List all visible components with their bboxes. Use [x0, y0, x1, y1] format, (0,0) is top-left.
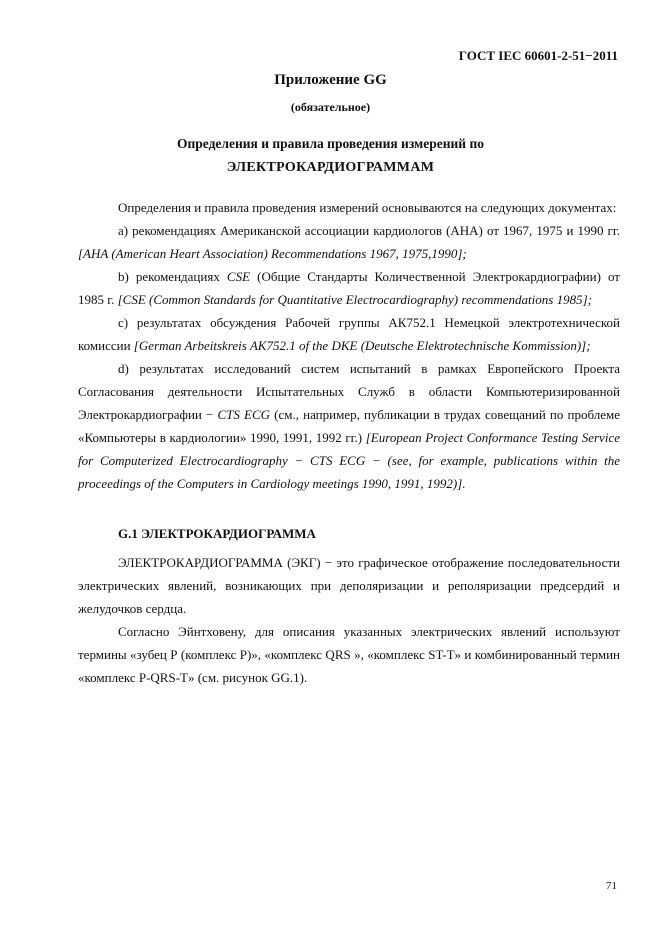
annex-heading-line1: Определения и правила проведения измерений по — [177, 136, 484, 151]
reference-item-d — [78, 357, 620, 495]
reference-item-a — [78, 219, 620, 265]
item-c-english: [German Arbeitskreis AK752.1 of the DKE (Deutsche Elektrotechnische Kommission)]; — [133, 338, 591, 353]
annex-status: (обязательное) — [290, 100, 371, 114]
reference-item-c — [78, 311, 620, 357]
item-c-text: с) результатах обсуждения Рабочей группы АК752.1 Немецкой электротехнической комиссии — [78, 315, 620, 353]
item-d-cts: CTS ECG — [217, 407, 271, 422]
item-b-cse: CSE — [226, 269, 251, 284]
intro-paragraph: Определения и правила проведения измерений основываются на следующих документах: — [118, 200, 617, 215]
item-d-text-2: (см., например, публикации в трудах совещаний по проблеме «Компьютеры в кардиологии» 1990, 1991, 1992 гг.) — [78, 407, 620, 445]
item-d-english: [European Project Conformance Testing Service for Computerized Electrocardiography − CTS ECG − (see, for example, publications within the proceedings of the Computers in Cardiology meetings 1990, 1991, 1992)]. — [78, 430, 620, 491]
section-title: G.1 ЭЛЕКТРОКАРДИОГРАММА — [118, 526, 316, 541]
references-block — [78, 196, 620, 495]
item-a-english: [AHA (American Heart Association) Recommendations 1967, 1975,1990]; — [78, 246, 467, 261]
item-a-text: а) рекомендациях Американской ассоциации кардиологов (АНА) от 1967, 1975 и 1990 гг. — [118, 223, 620, 238]
section-paragraph-1: ЭЛЕКТРОКАРДИОГРАММА (ЭКГ) − это графическое отображение последовательности электрических явлений, возникающих при деполяризации и реполяризации предсердий и желудочков сердца. — [78, 555, 620, 616]
annex-heading-line2: ЭЛЕКТРОКАРДИОГРАММАМ — [226, 160, 435, 175]
reference-item-b — [78, 265, 620, 311]
annex-title: Приложение GG — [274, 72, 387, 88]
page-number: 71 — [606, 880, 617, 892]
item-b-text-1: b) рекомендациях — [118, 269, 227, 284]
item-b-english: [CSE (Common Standards for Quantitative Electrocardiography) recommendations 1985]; — [117, 292, 592, 307]
item-b-text-2: (Общие Стандарты Количественной Электрокардиографии) от 1985 г. — [78, 269, 620, 307]
section-body — [78, 551, 620, 689]
item-d-text-1: d) результатах исследований систем испытаний в рамках Европейского Проекта Согласования деятельности Испытательных Служб в области Компьютеризированной Электрокардиографии − — [78, 361, 620, 422]
standard-number: ГОСТ IEC 60601-2-51−2011 — [458, 48, 618, 63]
section-paragraph-2: Согласно Эйнтховену, для описания указанных электрических явлений используют термины «зубец Р (комплекс Р)», «комплекс QRS », «комплекс ST-T» и комбинированный термин «комплекс P-QRS-T» (см. рисунок GG.1). — [78, 624, 620, 685]
